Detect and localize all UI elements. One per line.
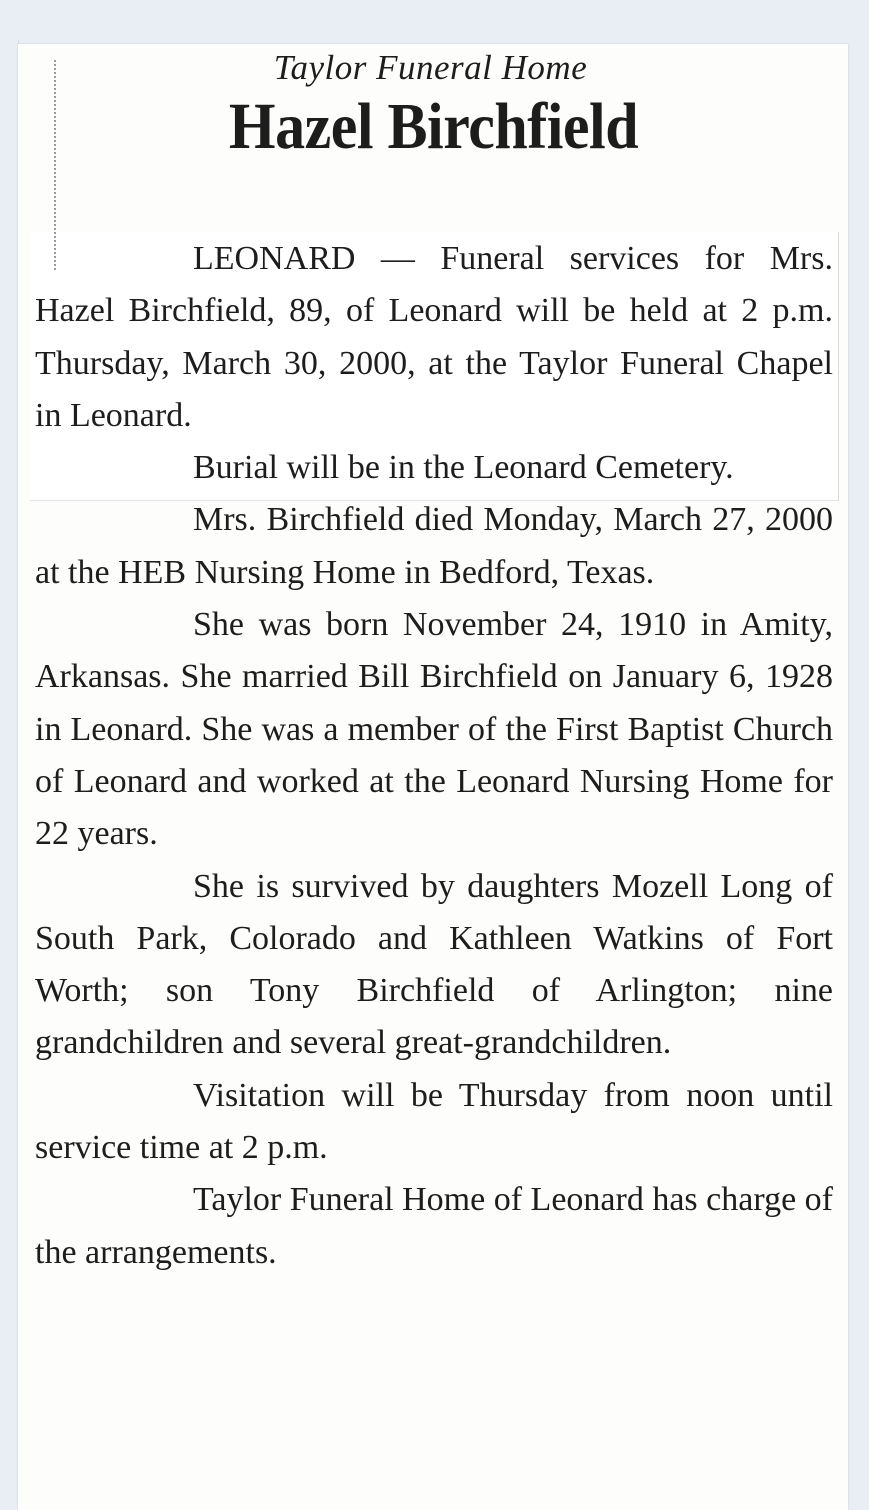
paragraph-biography: She was born November 24, 1910 in Amity, Arkansas. She married Bill Birchfield on January 6, 1928 in Leonard. She was a member of the First Baptist Church of Leonard and worked at the Leonard Nursing Home for 22 years. — [35, 606, 833, 853]
paragraph-visitation: Visitation will be Thursday from noon until service time at 2 p.m. — [35, 1076, 833, 1167]
paragraph-services: LEONARD — Funeral services for Mrs. Hazel Birchfield, 89, of Leonard will be held at 2 p.m. Thursday, March 30, 2000, at the Taylor Funeral Chapel in Leonard. — [35, 240, 833, 434]
paragraph-burial: Burial will be in the Leonard Cemetery. — [193, 449, 734, 487]
paragraph-survivors: She is survived by daughters Mozell Long of South Park, Colorado and Kathleen Watkins of Fort Worth; son Tony Birchfield of Arlington; nine grandchildren and several great-grandchildren. — [35, 867, 833, 1062]
paragraph-arrangements: Taylor Funeral Home of Leonard has charge of the arrangements. — [35, 1181, 833, 1271]
obituary-name-title: Hazel Birchfield — [228, 89, 639, 163]
obituary-body — [35, 233, 833, 1279]
paragraph-death: Mrs. Birchfield died Monday, March 27, 2000 at the HEB Nursing Home in Bedford, Texas. — [35, 501, 833, 591]
funeral-home-heading: Taylor Funeral Home — [273, 48, 588, 87]
